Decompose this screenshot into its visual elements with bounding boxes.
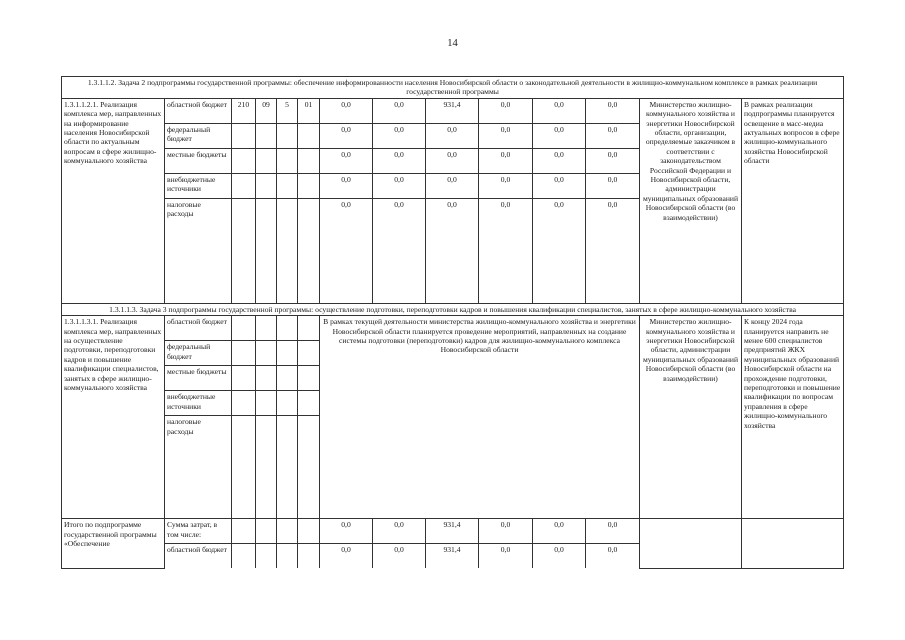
value-cell: 0,0 <box>479 98 533 123</box>
value-cell: 931,4 <box>426 98 479 123</box>
code-cell <box>277 316 298 341</box>
code-cell <box>298 519 320 544</box>
code-cell <box>232 416 256 519</box>
code-cell <box>277 173 298 198</box>
source-cell: внебюджетные источники <box>165 391 232 416</box>
source-cell: федеральный бюджет <box>165 123 232 148</box>
source-cell: внебюджетные источники <box>165 173 232 198</box>
task2-heading: 1.3.1.1.2. Задача 2 подпрограммы государственной программы: обеспечение информированности населения Новосибирской области о законодательной деятельности в жилищно-коммунальном комплексе в рамках реализации государственной программы <box>62 77 844 99</box>
task3-event: 1.3.1.1.3.1. Реализация комплекса мер, направленных на осуществление подготовки, переподготовки кадров и повышение квалификации специалистов, занятых в сфере жилищно-коммунального хозяйства <box>62 316 165 519</box>
source-cell: федеральный бюджет <box>165 341 232 366</box>
code-cell <box>256 341 277 366</box>
value-cell: 0,0 <box>373 519 426 544</box>
code-cell <box>256 416 277 519</box>
value-cell: 0,0 <box>320 173 373 198</box>
code-cell <box>256 316 277 341</box>
code-cell <box>277 148 298 173</box>
code-cell: 5 <box>277 98 298 123</box>
value-cell: 0,0 <box>479 123 533 148</box>
page-number: 14 <box>447 38 458 49</box>
value-cell: 0,0 <box>373 148 426 173</box>
value-cell: 0,0 <box>586 148 640 173</box>
task3-result: К концу 2024 года планируется направить не менее 600 специалистов предприятий ЖКХ муниципальных образований Новосибирской области на прохождение подготовки, переподготовки и повышение квалификации по вопросам управления в сфере жилищно-коммунального хозяйства <box>742 316 844 519</box>
source-cell: местные бюджеты <box>165 148 232 173</box>
task3-heading-row <box>62 303 844 315</box>
code-cell <box>256 391 277 416</box>
code-cell <box>277 391 298 416</box>
task2-executor: Министерство жилищно-коммунального хозяйства и энергетики Новосибирской области, организации, определяемые заказчиком в соответствии с законодательством Российской Федерации и Новосибирской области, администрации муниципальных образований Новосибирской области (во взаимодействии) <box>640 98 742 303</box>
value-cell: 0,0 <box>426 198 479 303</box>
code-cell <box>277 519 298 544</box>
value-cell: 0,0 <box>586 173 640 198</box>
value-cell: 0,0 <box>320 148 373 173</box>
code-cell <box>232 198 256 303</box>
value-cell: 0,0 <box>320 98 373 123</box>
task3-heading: 1.3.1.1.3. Задача 3 подпрограммы государственной программы: осуществление подготовки, переподготовки кадров и повышения квалификации специалистов, занятых в сфере жилищно-коммунального хозяйства <box>62 303 844 315</box>
code-cell <box>256 519 277 544</box>
task3-merged-note: В рамках текущей деятельности министерства жилищно-коммунального хозяйства и энергетики Новосибирской области планируется проведение мероприятий, направленных на создание системы подготовки (переподготовки) кадров для жилищно-коммунального комплекса Новосибирской области <box>320 316 640 519</box>
code-cell <box>256 123 277 148</box>
code-cell <box>232 544 256 569</box>
code-cell <box>298 148 320 173</box>
code-cell <box>256 366 277 391</box>
code-cell <box>232 173 256 198</box>
value-cell: 0,0 <box>426 148 479 173</box>
total-result-cell <box>742 519 844 569</box>
code-cell <box>298 123 320 148</box>
code-cell <box>298 316 320 341</box>
value-cell: 0,0 <box>320 123 373 148</box>
code-cell: 09 <box>256 98 277 123</box>
value-cell: 931,4 <box>426 544 479 569</box>
code-cell <box>232 316 256 341</box>
code-cell <box>232 391 256 416</box>
code-cell: 01 <box>298 98 320 123</box>
value-cell: 0,0 <box>373 173 426 198</box>
source-cell: областной бюджет <box>165 544 232 569</box>
value-cell: 0,0 <box>479 148 533 173</box>
value-cell: 931,4 <box>426 519 479 544</box>
code-cell <box>232 366 256 391</box>
value-cell: 0,0 <box>533 98 586 123</box>
value-cell: 0,0 <box>320 198 373 303</box>
value-cell: 0,0 <box>373 123 426 148</box>
code-cell <box>277 544 298 569</box>
code-cell <box>298 198 320 303</box>
value-cell: 0,0 <box>479 173 533 198</box>
value-cell: 0,0 <box>373 98 426 123</box>
code-cell <box>298 391 320 416</box>
value-cell: 0,0 <box>426 173 479 198</box>
code-cell <box>277 366 298 391</box>
value-cell: 0,0 <box>533 198 586 303</box>
code-cell <box>277 341 298 366</box>
value-cell: 0,0 <box>320 519 373 544</box>
value-cell: 0,0 <box>426 123 479 148</box>
total-executor-cell <box>640 519 742 569</box>
code-cell <box>277 198 298 303</box>
task3-executor: Министерство жилищно-коммунального хозяйства и энергетики Новосибирской области, администрации муниципальных образований Новосибирской области (во взаимодействии) <box>640 316 742 519</box>
value-cell: 0,0 <box>533 519 586 544</box>
total-label: Итого по подпрограмме государственной программы «Обеспечение <box>62 519 165 569</box>
value-cell: 0,0 <box>586 198 640 303</box>
value-cell: 0,0 <box>373 198 426 303</box>
code-cell <box>232 123 256 148</box>
code-cell <box>298 366 320 391</box>
task2-result: В рамках реализации подпрограммы планируется освещение в масс-медиа актуальных вопросов в сфере жилищно-коммунального хозяйства Новосибирской области <box>742 98 844 303</box>
source-cell: Сумма затрат, в том числе: <box>165 519 232 544</box>
code-cell <box>298 173 320 198</box>
code-cell <box>277 416 298 519</box>
source-cell: местные бюджеты <box>165 366 232 391</box>
value-cell: 0,0 <box>586 519 640 544</box>
value-cell: 0,0 <box>533 544 586 569</box>
code-cell <box>298 544 320 569</box>
value-cell: 0,0 <box>586 544 640 569</box>
code-cell <box>256 148 277 173</box>
table-row <box>62 98 844 123</box>
source-cell: налоговые расходы <box>165 416 232 519</box>
code-cell <box>256 544 277 569</box>
source-cell: областной бюджет <box>165 316 232 341</box>
code-cell <box>256 173 277 198</box>
value-cell: 0,0 <box>373 544 426 569</box>
value-cell: 0,0 <box>586 98 640 123</box>
task2-heading-row <box>62 77 844 99</box>
code-cell <box>298 341 320 366</box>
code-cell <box>232 148 256 173</box>
value-cell: 0,0 <box>586 123 640 148</box>
code-cell <box>256 198 277 303</box>
task2-event: 1.3.1.1.2.1. Реализация комплекса мер, направленных на информирование населения Новосибирской области по актуальным вопросам в сфере жилищно-коммунального хозяйства <box>62 98 165 303</box>
code-cell <box>232 341 256 366</box>
code-cell: 210 <box>232 98 256 123</box>
source-cell: областной бюджет <box>165 98 232 123</box>
value-cell: 0,0 <box>479 519 533 544</box>
source-cell: налоговые расходы <box>165 198 232 303</box>
code-cell <box>298 416 320 519</box>
value-cell: 0,0 <box>479 544 533 569</box>
value-cell: 0,0 <box>533 123 586 148</box>
code-cell <box>277 123 298 148</box>
program-table <box>61 76 844 569</box>
value-cell: 0,0 <box>479 198 533 303</box>
value-cell: 0,0 <box>533 173 586 198</box>
value-cell: 0,0 <box>320 544 373 569</box>
table-row <box>62 519 844 544</box>
code-cell <box>232 519 256 544</box>
table-row <box>62 316 844 341</box>
value-cell: 0,0 <box>533 148 586 173</box>
